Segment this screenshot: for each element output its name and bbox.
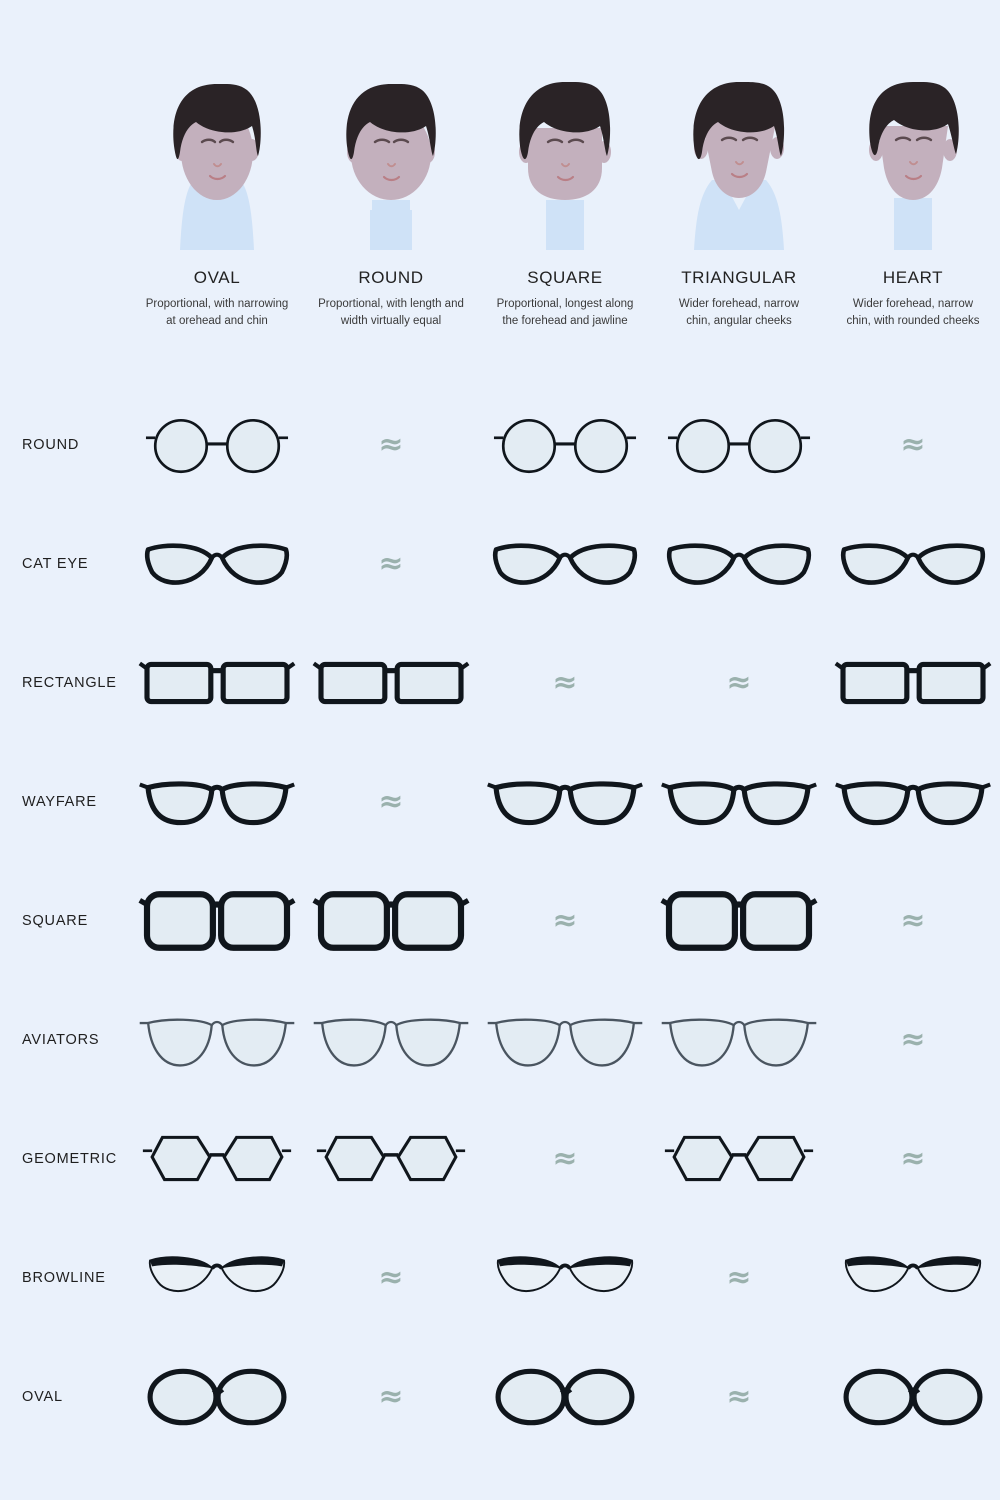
header-spacer [0,0,130,329]
match-cell-geometric-oval [130,1099,304,1218]
no-match-icon: ≈ [378,426,404,462]
match-cell-wayfare-heart [826,742,1000,861]
no-match-icon: ≈ [552,902,578,938]
no-match-cell-round-heart [826,385,1000,504]
no-match-cell-oval-round [304,1337,478,1456]
round-glasses-icon [137,410,297,480]
no-match-icon: ≈ [552,664,578,700]
no-match-cell-geometric-square [478,1099,652,1218]
face-description: Wider forehead, narrow chin, angular cheeks [678,298,800,327]
match-cell-wayfare-square [478,742,652,861]
face-illustration-square [500,60,630,250]
round-glasses-icon [659,410,819,480]
no-match-icon: ≈ [900,1140,926,1176]
face-description: Proportional, with narrowing at orehead and chin [145,298,289,327]
rectangle-glasses-icon [137,648,297,718]
no-match-icon: ≈ [900,426,926,462]
match-cell-oval-heart [826,1337,1000,1456]
oval-glasses-icon [137,1362,297,1432]
match-cell-cateye-heart [826,504,1000,623]
cateye-glasses-icon [485,529,645,599]
rectangle-glasses-icon [833,648,993,718]
no-match-icon: ≈ [900,902,926,938]
match-cell-rectangle-round [304,623,478,742]
glasses-row-label: BROWLINE [22,1269,106,1286]
glasses-row-label: GEOMETRIC [22,1150,118,1167]
wayfare-glasses-icon [659,767,819,837]
match-cell-browline-heart [826,1218,1000,1337]
face-illustration-heart [848,60,978,250]
match-cell-geometric-round [304,1099,478,1218]
no-match-icon: ≈ [726,1259,752,1295]
face-illustration-oval [152,60,282,250]
match-cell-geometric-triangular [652,1099,826,1218]
match-cell-aviator-round [304,980,478,1099]
no-match-cell-oval-triangular [652,1337,826,1456]
no-match-icon: ≈ [378,1259,404,1295]
no-match-icon: ≈ [378,783,404,819]
browline-glasses-icon [485,1245,645,1311]
glasses-row-label: RECTANGLE [22,674,117,691]
glasses-row-label: OVAL [22,1388,63,1405]
geometric-glasses-icon [311,1124,471,1194]
aviator-glasses-icon [137,1004,297,1076]
match-cell-square-round [304,861,478,980]
glasses-row-label: WAYFARE [22,793,97,810]
face-column-oval [130,0,304,329]
no-match-cell-round-round [304,385,478,504]
no-match-icon: ≈ [378,545,404,581]
match-cell-square-oval [130,861,304,980]
match-cell-aviator-triangular [652,980,826,1099]
glasses-matrix [0,385,1000,1456]
face-illustration-triangular [674,60,804,250]
glasses-row-label: AVIATORS [22,1031,100,1048]
match-cell-aviator-oval [130,980,304,1099]
match-cell-browline-square [478,1218,652,1337]
cateye-glasses-icon [137,529,297,599]
aviator-glasses-icon [311,1004,471,1076]
no-match-cell-rectangle-square [478,623,652,742]
face-title: OVAL [193,268,241,287]
face-column-square [478,0,652,329]
browline-glasses-icon [833,1245,993,1311]
aviator-glasses-icon [485,1004,645,1076]
glasses-row-label: CAT EYE [22,555,89,572]
match-cell-wayfare-triangular [652,742,826,861]
match-cell-aviator-square [478,980,652,1099]
round-glasses-icon [485,410,645,480]
wayfare-glasses-icon [137,767,297,837]
face-description: Proportional, with length and width virtually equal [318,298,464,327]
no-match-cell-geometric-heart [826,1099,1000,1218]
wayfare-glasses-icon [485,767,645,837]
match-cell-square-triangular [652,861,826,980]
geometric-glasses-icon [659,1124,819,1194]
glasses-row-label: ROUND [22,436,80,453]
cateye-glasses-icon [659,529,819,599]
no-match-icon: ≈ [726,664,752,700]
face-title: SQUARE [527,268,603,287]
no-match-icon: ≈ [900,1021,926,1057]
aviator-glasses-icon [659,1004,819,1076]
face-column-round [304,0,478,329]
match-cell-round-square [478,385,652,504]
cateye-glasses-icon [833,529,993,599]
rectangle-glasses-icon [311,648,471,718]
match-cell-rectangle-oval [130,623,304,742]
match-cell-cateye-oval [130,504,304,623]
face-column-triangular [652,0,826,329]
face-description: Proportional, longest along the forehead and jawline [496,298,634,327]
no-match-icon: ≈ [552,1140,578,1176]
face-column-heart [826,0,1000,329]
no-match-cell-cateye-round [304,504,478,623]
oval-glasses-icon [833,1362,993,1432]
no-match-cell-square-heart [826,861,1000,980]
no-match-cell-aviator-heart [826,980,1000,1099]
face-title: TRIANGULAR [681,268,797,287]
match-cell-round-oval [130,385,304,504]
face-title: HEART [882,268,944,287]
square-glasses-icon [311,886,471,956]
no-match-cell-wayfare-round [304,742,478,861]
match-cell-oval-oval [130,1337,304,1456]
no-match-cell-browline-round [304,1218,478,1337]
face-description: Wider forehead, narrow chin, with rounded cheeks [846,298,980,327]
match-cell-wayfare-oval [130,742,304,861]
match-cell-rectangle-heart [826,623,1000,742]
square-glasses-icon [137,886,297,956]
face-shape-header [0,0,1000,329]
no-match-icon: ≈ [726,1378,752,1414]
face-illustration-round [326,60,456,250]
browline-glasses-icon [137,1245,297,1311]
square-glasses-icon [659,886,819,956]
match-cell-oval-square [478,1337,652,1456]
wayfare-glasses-icon [833,767,993,837]
face-title: ROUND [358,268,424,287]
no-match-icon: ≈ [378,1378,404,1414]
no-match-cell-browline-triangular [652,1218,826,1337]
no-match-cell-rectangle-triangular [652,623,826,742]
oval-glasses-icon [485,1362,645,1432]
match-cell-cateye-triangular [652,504,826,623]
glasses-row-label: SQUARE [22,912,89,929]
match-cell-browline-oval [130,1218,304,1337]
geometric-glasses-icon [137,1124,297,1194]
match-cell-cateye-square [478,504,652,623]
match-cell-round-triangular [652,385,826,504]
no-match-cell-square-square [478,861,652,980]
